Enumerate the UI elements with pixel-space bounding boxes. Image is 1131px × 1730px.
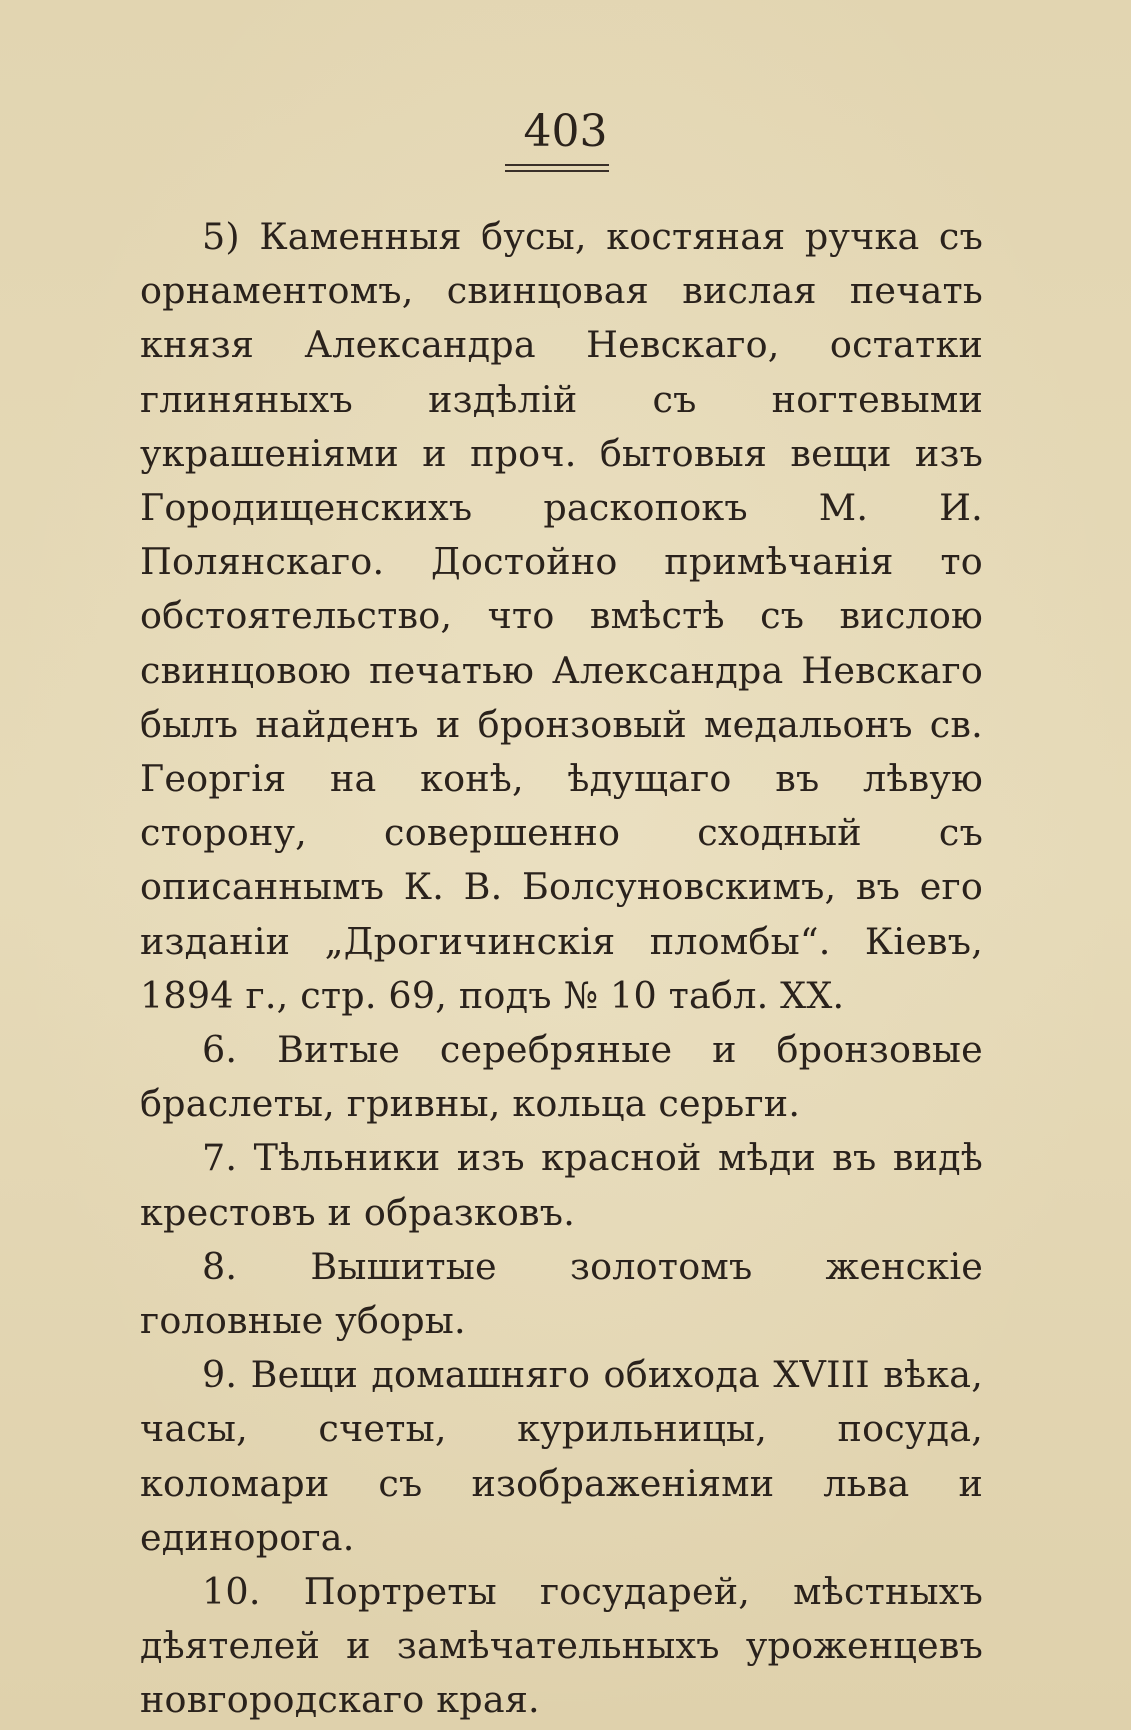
paragraph-item-6: 6. Витые серебряные и бронзовые браслеты, гривны, кольца серьги.	[140, 1028, 983, 1126]
paragraph-item-8: 8. Вышитые золотомъ женскіе головные уборы.	[140, 1244, 983, 1343]
paragraph-item-9: 9. Вещи домашняго обихода XVIII вѣка, часы, счеты, курильницы, посуда, коломари съ изображеніями льва и единорога.	[140, 1353, 983, 1559]
paragraph-item-5: 5) Каменныя бусы, костяная ручка съ орнаментомъ, свинцовая вислая печать князя Александра Невскаго, остатки глиняныхъ издѣлій съ ногтевыми украшеніями и проч. бытовыя вещи изъ Городищенскихъ раскопокъ М. И. Полянскаго. Достойно примѣчанія то обстоятельство, что вмѣстѣ съ вислою свинцовою печатью Александра Невскаго былъ найденъ и бронзовый медальонъ св. Георгія на конѣ, ѣдущаго въ лѣвую сторону, совершенно сходный съ описаннымъ К. В. Болсуновскимъ, въ его изданіи „Дрогичинскія пломбы“. Кіевъ, 1894 г., стр. 69, подъ № 10 табл. XX.	[140, 215, 983, 1017]
page-number-rule-top	[505, 164, 609, 166]
body-text	[140, 210, 983, 1728]
page-number: 403	[523, 106, 608, 157]
paragraph-item-10: 10. Портреты государей, мѣстныхъ дѣятелей и замѣчательныхъ уроженцевъ новгородскаго края.	[140, 1570, 983, 1722]
paragraph-item-7: 7. Тѣльники изъ красной мѣди въ видѣ крестовъ и образковъ.	[140, 1136, 983, 1234]
page-number-rule-bottom	[505, 170, 609, 172]
